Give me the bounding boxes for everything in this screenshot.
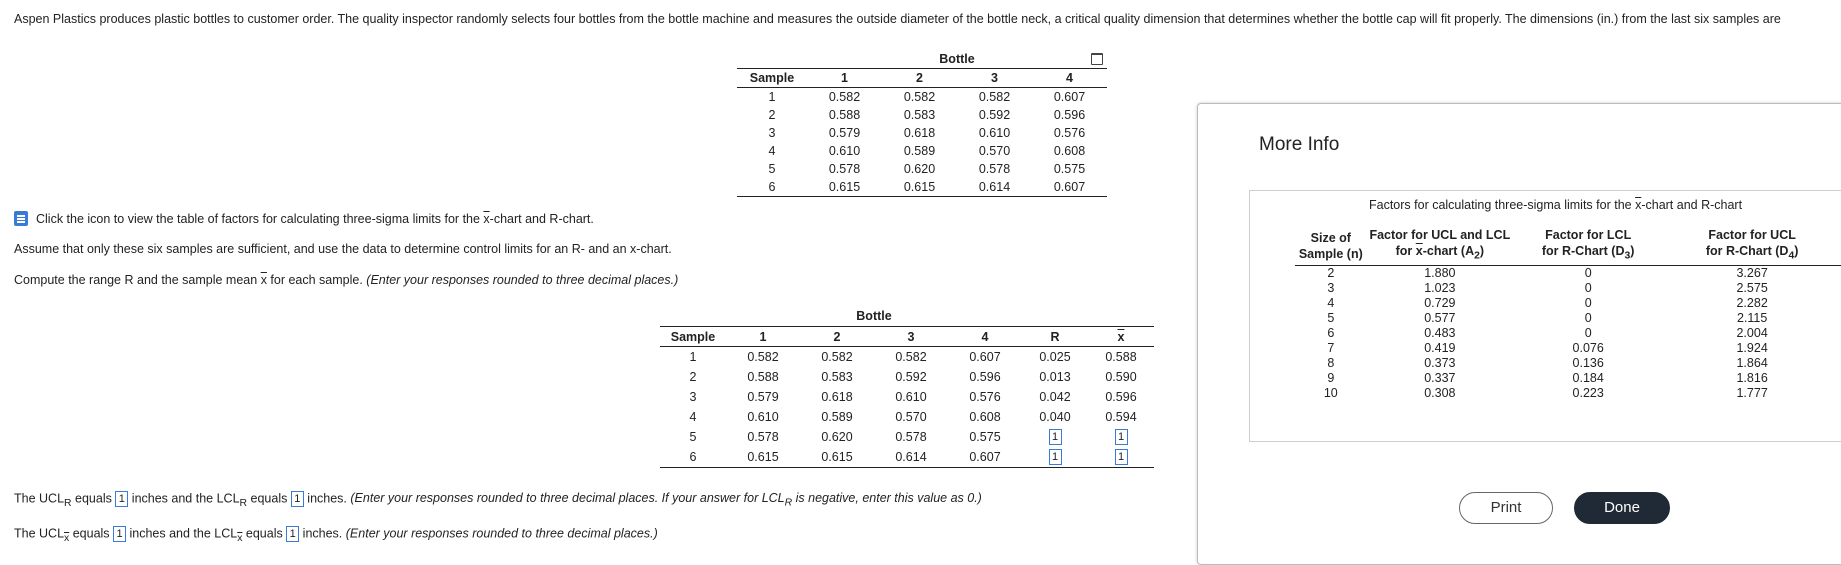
- col-a2: Factor for UCL and LCL for $\overline{x}$-chart $(A_2)$: [1367, 227, 1513, 265]
- answer-row: [660, 387, 1154, 407]
- factors-table: [1295, 227, 1841, 401]
- measurement-cell: 0.570: [895, 410, 927, 424]
- d4-cell: 3.267: [1736, 266, 1768, 280]
- sample-number: 6: [737, 178, 807, 197]
- measurement-cell: 0.582: [895, 350, 927, 364]
- sample-number: 6: [660, 447, 726, 468]
- a2-cell: 1.880: [1424, 266, 1456, 280]
- range-cell: 0.040: [1039, 410, 1071, 424]
- measurement-cell: 0.615: [807, 178, 882, 197]
- bottle-header: Bottle: [939, 52, 975, 66]
- sample-row: [737, 142, 1107, 160]
- measurement-cell: 0.579: [747, 390, 779, 404]
- measurement-cell: 0.596: [1053, 108, 1086, 122]
- range-input[interactable]: 1: [1049, 449, 1062, 465]
- measurement-cell: 0.618: [821, 390, 853, 404]
- d4-cell: 2.575: [1736, 281, 1768, 295]
- measurement-cell: 0.614: [874, 447, 948, 468]
- measurement-cell: 0.576: [969, 390, 1001, 404]
- sample-number: 3: [689, 390, 697, 404]
- sample-size-cell: 10: [1323, 386, 1338, 400]
- factor-row: [1295, 281, 1841, 296]
- copy-icon[interactable]: [1091, 53, 1103, 65]
- factors-info-link[interactable]: Click the icon to view the table of factors for calculating three-sigma limits for the $\overline{x}$-chart and R-chart.: [14, 211, 594, 226]
- mean-cell: 0.596: [1105, 390, 1137, 404]
- measurement-cell: 0.610: [747, 410, 779, 424]
- sample-size-cell: 4: [1327, 296, 1335, 310]
- sample-number: 1: [689, 350, 697, 364]
- a2-cell: 0.729: [1424, 296, 1456, 310]
- lcl-r-input[interactable]: 1: [291, 491, 304, 507]
- measurement-cell: 0.582: [747, 350, 779, 364]
- print-button[interactable]: Print: [1459, 492, 1553, 524]
- d3-cell: 0: [1584, 326, 1592, 340]
- measurement-cell: 0.615: [726, 447, 800, 468]
- assume-text: Assume that only these six samples are sufficient, and use the data to determine control limits for an R- and an x-chart.: [14, 242, 672, 256]
- ucl-r-input[interactable]: 1: [115, 491, 128, 507]
- sample-data-table: [737, 50, 1107, 197]
- a2-cell: 0.577: [1424, 311, 1456, 325]
- sample-row: [737, 88, 1107, 107]
- measurement-cell: 0.610: [978, 126, 1011, 140]
- lcl-x-input[interactable]: 1: [286, 526, 299, 542]
- sample-number: 2: [689, 370, 697, 384]
- d3-cell: 0.076: [1572, 341, 1604, 355]
- sample-size-cell: 8: [1327, 356, 1335, 370]
- bottle-col-3: 3: [957, 69, 1032, 88]
- measurement-cell: 0.582: [821, 350, 853, 364]
- bottle-col-4: 4: [1032, 69, 1107, 88]
- sample-size-cell: 3: [1327, 281, 1335, 295]
- bottle-col-2: 2: [882, 69, 957, 88]
- mean-cell: 0.588: [1105, 350, 1137, 364]
- measurement-cell: 0.608: [1053, 144, 1086, 158]
- sample-size-cell: 2: [1327, 266, 1335, 280]
- done-button[interactable]: Done: [1574, 492, 1670, 524]
- answer-col-2: 2: [800, 327, 874, 347]
- book-icon[interactable]: [14, 211, 28, 226]
- sample-number: 1: [768, 90, 776, 104]
- mean-input[interactable]: 1: [1115, 449, 1128, 465]
- d3-cell: 0: [1584, 266, 1592, 280]
- sample-row: [737, 106, 1107, 124]
- measurement-cell: 0.583: [903, 108, 936, 122]
- measurement-cell: 0.610: [828, 144, 861, 158]
- problem-statement: Aspen Plastics produces plastic bottles to customer order. The quality inspector randomly selects four bottles from the bottle machine and measures the outside diameter of the bottle neck, a critical quality dimension that determines whether the bottle cap will fit properly. The dimensions (in.) from the last six samples are: [14, 12, 1781, 26]
- d4-cell: 2.004: [1736, 326, 1768, 340]
- d4-cell: 2.115: [1736, 311, 1768, 325]
- ucl-x-input[interactable]: 1: [113, 526, 126, 542]
- sample-row: [737, 124, 1107, 142]
- sample-size-cell: 9: [1327, 371, 1335, 385]
- d3-cell: 0: [1584, 311, 1592, 325]
- answer-bottle-header: Bottle: [856, 309, 892, 323]
- range-cell: [1022, 447, 1088, 468]
- mean-cell: 0.590: [1105, 370, 1137, 384]
- sample-size-cell: 5: [1327, 311, 1335, 325]
- factors-table-title: Factors for calculating three-sigma limits for the $\overline{x}$-chart and R-chart: [1369, 198, 1743, 212]
- measurement-cell: 0.589: [821, 410, 853, 424]
- measurement-cell: 0.575: [969, 430, 1001, 444]
- r-chart-limits-question: The $UCL_R$ equals 1 inches and the $LCL_R$ equals 1 inches. (Enter your responses rounded to three decimal places. If your answer for $LCL_R$ is negative, enter this value as 0.): [14, 491, 982, 509]
- measurement-cell: 0.596: [969, 370, 1001, 384]
- range-input[interactable]: 1: [1049, 429, 1062, 445]
- d4-cell: 1.924: [1736, 341, 1768, 355]
- d4-cell: 1.864: [1736, 356, 1768, 370]
- x-chart-limits-question: The $UCL_{\overline{x}}$ equals 1 inches and the $LCL_{\overline{x}}$ equals 1 inches. (Enter your responses rounded to three decimal places.): [14, 526, 658, 544]
- factor-row: [1295, 341, 1841, 356]
- measurement-cell: 0.607: [948, 447, 1022, 468]
- measurement-cell: 0.579: [828, 126, 861, 140]
- measurement-cell: 0.615: [882, 178, 957, 197]
- measurement-cell: 0.578: [747, 430, 779, 444]
- sample-number: 5: [768, 162, 776, 176]
- factor-row: [1295, 371, 1841, 386]
- d3-cell: 0.184: [1572, 371, 1604, 385]
- a2-cell: 0.373: [1424, 356, 1456, 370]
- d3-cell: 0: [1584, 281, 1592, 295]
- measurement-cell: 0.607: [969, 350, 1001, 364]
- measurement-cell: 0.610: [895, 390, 927, 404]
- range-cell: [1022, 427, 1088, 447]
- mean-cell: [1088, 427, 1154, 447]
- mean-header: $\overline{x}$: [1088, 327, 1154, 347]
- mean-input[interactable]: 1: [1115, 429, 1128, 445]
- range-cell: 0.042: [1039, 390, 1071, 404]
- d4-cell: 1.777: [1736, 386, 1768, 400]
- measurement-cell: 0.607: [1032, 178, 1107, 197]
- sample-row: [737, 160, 1107, 178]
- measurement-cell: 0.620: [903, 162, 936, 176]
- answer-col-3: 3: [874, 327, 948, 347]
- measurement-cell: 0.608: [969, 410, 1001, 424]
- dialog-title: More Info: [1259, 134, 1340, 155]
- answer-row: [660, 367, 1154, 387]
- d3-cell: 0.223: [1572, 386, 1604, 400]
- answer-col-4: 4: [948, 327, 1022, 347]
- factor-row: [1295, 311, 1841, 326]
- measurement-cell: 0.620: [821, 430, 853, 444]
- d3-cell: 0.136: [1572, 356, 1604, 370]
- sample-number: 2: [768, 108, 776, 122]
- measurement-cell: 0.582: [828, 90, 861, 104]
- measurement-cell: 0.578: [895, 430, 927, 444]
- measurement-cell: 0.588: [747, 370, 779, 384]
- measurement-cell: 0.589: [903, 144, 936, 158]
- a2-cell: 1.023: [1424, 281, 1456, 295]
- answer-sample-header: Sample: [660, 327, 726, 347]
- measurement-cell: 0.582: [978, 90, 1011, 104]
- measurement-cell: 0.578: [828, 162, 861, 176]
- measurement-cell: 0.614: [957, 178, 1032, 197]
- measurement-cell: 0.592: [978, 108, 1011, 122]
- range-cell: 0.013: [1039, 370, 1071, 384]
- measurement-cell: 0.582: [903, 90, 936, 104]
- d4-cell: 1.816: [1736, 371, 1768, 385]
- col-d3: Factor for LCL for R-Chart $(D_3)$: [1513, 227, 1663, 265]
- sample-number: 4: [768, 144, 776, 158]
- measurement-cell: 0.592: [895, 370, 927, 384]
- measurement-cell: 0.570: [978, 144, 1011, 158]
- a2-cell: 0.419: [1424, 341, 1456, 355]
- compute-instruction: Compute the range R and the sample mean $\overline{x}$ for each sample. (Enter your responses rounded to three decimal places.): [14, 273, 679, 287]
- answer-row: [660, 427, 1154, 447]
- col-d4: Factor for UCL for R-Chart $(D_4)$: [1663, 227, 1841, 265]
- factor-row: [1295, 356, 1841, 371]
- mean-cell: [1088, 447, 1154, 468]
- factor-row: [1295, 386, 1841, 401]
- answer-row: [660, 347, 1154, 368]
- a2-cell: 0.483: [1424, 326, 1456, 340]
- measurement-cell: 0.607: [1053, 90, 1086, 104]
- answer-row: [660, 447, 1154, 468]
- sample-size-cell: 6: [1327, 326, 1335, 340]
- factor-row: [1295, 326, 1841, 341]
- sample-header: Sample: [737, 69, 807, 88]
- measurement-cell: 0.575: [1053, 162, 1086, 176]
- bottle-col-1: 1: [807, 69, 882, 88]
- d4-cell: 2.282: [1736, 296, 1768, 310]
- measurement-cell: 0.583: [821, 370, 853, 384]
- range-cell: 0.025: [1039, 350, 1071, 364]
- answer-row: [660, 407, 1154, 427]
- sample-size-cell: 7: [1327, 341, 1335, 355]
- sample-number: 3: [768, 126, 776, 140]
- d3-cell: 0: [1584, 296, 1592, 310]
- factor-row: [1295, 265, 1841, 281]
- factor-row: [1295, 296, 1841, 311]
- range-header: R: [1022, 327, 1088, 347]
- answer-col-1: 1: [726, 327, 800, 347]
- sample-number: 4: [689, 410, 697, 424]
- a2-cell: 0.308: [1424, 386, 1456, 400]
- measurement-cell: 0.615: [800, 447, 874, 468]
- col-sample-size: Size of Sample (n): [1295, 227, 1367, 265]
- mean-cell: 0.594: [1105, 410, 1137, 424]
- a2-cell: 0.337: [1424, 371, 1456, 385]
- measurement-cell: 0.588: [828, 108, 861, 122]
- measurement-cell: 0.578: [978, 162, 1011, 176]
- answer-table: [660, 306, 1154, 468]
- sample-row: [737, 178, 1107, 197]
- measurement-cell: 0.576: [1053, 126, 1086, 140]
- measurement-cell: 0.618: [903, 126, 936, 140]
- sample-number: 5: [689, 430, 697, 444]
